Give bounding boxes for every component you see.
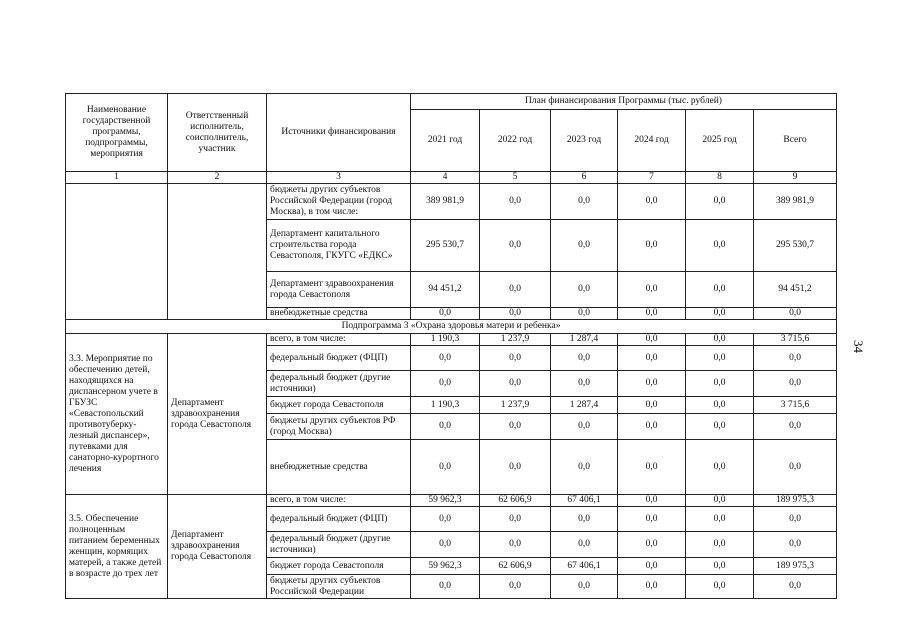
year-value-cell: 0,0 (686, 575, 754, 599)
total-value-cell: 0,0 (754, 346, 837, 371)
source-cell: Департамент капитального строительства города Севастополя, ГКУГС «ЕДКС» (267, 220, 411, 272)
year-value-cell: 0,0 (411, 507, 480, 532)
year-value-cell: 0,0 (551, 440, 618, 495)
total-value-cell: 189 975,3 (754, 495, 837, 507)
page-number: 34 (851, 340, 866, 353)
year-value-cell: 0,0 (480, 272, 551, 308)
year-value-cell: 0,0 (686, 414, 754, 440)
source-cell: бюджет города Севастополя (267, 558, 411, 575)
source-cell: бюджеты других субъектов РФ (город Москва) (267, 414, 411, 440)
year-value-cell: 0,0 (686, 558, 754, 575)
year-value-cell: 0,0 (618, 371, 686, 397)
year-value-cell: 1 190,3 (411, 334, 480, 346)
table-row (66, 495, 837, 507)
source-cell: федеральный бюджет (другие источники) (267, 371, 411, 397)
source-cell: Департамент здравоохранения города Севастополя (267, 272, 411, 308)
year-value-cell: 0,0 (551, 184, 618, 220)
year-value-cell: 0,0 (618, 558, 686, 575)
header-col-sources: Источники финансирования (267, 94, 411, 172)
measure-responsible-cell: Департамент здравоохранения города Севастополя (168, 334, 267, 495)
year-value-cell: 0,0 (411, 532, 480, 558)
total-value-cell: 0,0 (754, 308, 837, 320)
year-value-cell: 0,0 (411, 308, 480, 320)
source-cell: бюджеты других субъектов Российской Федерации (город Москва), в том числе: (267, 184, 411, 220)
year-value-cell: 295 530,7 (411, 220, 480, 272)
source-cell: бюджеты других субъектов Российской Федерации (267, 575, 411, 599)
financing-table (65, 93, 837, 599)
header-col-name: Наименование государственной программы, подпрограммы, мероприятия (66, 94, 168, 172)
total-value-cell: 0,0 (754, 414, 837, 440)
year-value-cell: 0,0 (686, 397, 754, 414)
year-value-cell: 0,0 (411, 440, 480, 495)
column-number: 2 (168, 172, 267, 184)
header-year: 2024 год (618, 110, 686, 172)
year-value-cell: 0,0 (480, 220, 551, 272)
year-value-cell: 0,0 (686, 495, 754, 507)
table-row (66, 334, 837, 346)
subprogram-title: Подпрограмма 3 «Охрана здоровья матери и ребенка» (66, 320, 837, 334)
year-value-cell: 67 406,1 (551, 558, 618, 575)
year-value-cell: 0,0 (411, 575, 480, 599)
year-value-cell: 0,0 (686, 532, 754, 558)
column-number: 9 (754, 172, 837, 184)
empty-responsible-cell (168, 184, 267, 320)
year-value-cell: 0,0 (686, 334, 754, 346)
year-value-cell: 0,0 (551, 308, 618, 320)
year-value-cell: 0,0 (480, 507, 551, 532)
year-value-cell: 0,0 (480, 575, 551, 599)
column-number: 7 (618, 172, 686, 184)
year-value-cell: 0,0 (618, 334, 686, 346)
year-value-cell: 0,0 (551, 220, 618, 272)
year-value-cell: 0,0 (686, 507, 754, 532)
year-value-cell: 59 962,3 (411, 558, 480, 575)
year-value-cell: 0,0 (618, 397, 686, 414)
year-value-cell: 0,0 (686, 440, 754, 495)
year-value-cell: 0,0 (686, 272, 754, 308)
total-value-cell: 3 715,6 (754, 334, 837, 346)
source-cell: федеральный бюджет (ФЦП) (267, 507, 411, 532)
year-value-cell: 0,0 (480, 346, 551, 371)
column-number: 4 (411, 172, 480, 184)
year-value-cell: 389 981,9 (411, 184, 480, 220)
total-value-cell: 94 451,2 (754, 272, 837, 308)
header-year: 2025 год (686, 110, 754, 172)
total-value-cell: 3 715,6 (754, 397, 837, 414)
measure-name-cell: 3.3. Мероприятие по обеспечению детей, находящихся на диспансерном учете в ГБУЗС «Севастопольский противотуберку-лезный диспансер», путевками для санаторно-курортного лечения (66, 334, 168, 495)
total-value-cell: 0,0 (754, 371, 837, 397)
year-value-cell: 62 606,9 (480, 558, 551, 575)
year-value-cell: 1 287,4 (551, 397, 618, 414)
year-value-cell: 1 237,9 (480, 397, 551, 414)
year-value-cell: 0,0 (551, 507, 618, 532)
year-value-cell: 0,0 (618, 414, 686, 440)
year-value-cell: 0,0 (480, 371, 551, 397)
column-number: 3 (267, 172, 411, 184)
subprogram-row (66, 320, 837, 334)
year-value-cell: 0,0 (411, 371, 480, 397)
year-value-cell: 67 406,1 (551, 495, 618, 507)
measure-responsible-cell: Департамент здравоохранения города Севастополя (168, 495, 267, 599)
year-value-cell: 0,0 (551, 575, 618, 599)
year-value-cell: 0,0 (618, 532, 686, 558)
total-value-cell: 295 530,7 (754, 220, 837, 272)
year-value-cell: 0,0 (480, 184, 551, 220)
source-cell: бюджет города Севастополя (267, 397, 411, 414)
total-value-cell: 0,0 (754, 575, 837, 599)
document-page (65, 93, 836, 599)
year-value-cell: 1 237,9 (480, 334, 551, 346)
year-value-cell: 0,0 (618, 507, 686, 532)
year-value-cell: 0,0 (618, 308, 686, 320)
column-number: 5 (480, 172, 551, 184)
year-value-cell: 0,0 (618, 346, 686, 371)
year-value-cell: 0,0 (686, 371, 754, 397)
header-year: 2023 год (551, 110, 618, 172)
year-value-cell: 0,0 (551, 272, 618, 308)
source-cell: всего, в том числе: (267, 334, 411, 346)
year-value-cell: 0,0 (551, 346, 618, 371)
header-col-responsible: Ответственный исполнитель, соисполнитель, участник (168, 94, 267, 172)
source-cell: всего, в том числе: (267, 495, 411, 507)
year-value-cell: 0,0 (618, 440, 686, 495)
year-value-cell: 0,0 (411, 414, 480, 440)
year-value-cell: 1 287,4 (551, 334, 618, 346)
year-value-cell: 0,0 (686, 184, 754, 220)
source-cell: федеральный бюджет (другие источники) (267, 532, 411, 558)
year-value-cell: 62 606,9 (480, 495, 551, 507)
empty-name-cell (66, 184, 168, 320)
source-cell: внебюджетные средства (267, 440, 411, 495)
year-value-cell: 0,0 (480, 308, 551, 320)
total-value-cell: 389 981,9 (754, 184, 837, 220)
year-value-cell: 0,0 (480, 532, 551, 558)
year-value-cell: 0,0 (618, 220, 686, 272)
year-value-cell: 0,0 (551, 371, 618, 397)
year-value-cell: 0,0 (686, 346, 754, 371)
year-value-cell: 0,0 (618, 272, 686, 308)
total-value-cell: 0,0 (754, 440, 837, 495)
column-number: 1 (66, 172, 168, 184)
measure-name-cell: 3.5. Обеспечение полноценным питанием беременных женщин, кормящих матерей, а также детей в возрасте до трех лет (66, 495, 168, 599)
header-year: 2021 год (411, 110, 480, 172)
header-plan-title: План финансирования Программы (тыс. рублей) (411, 94, 837, 110)
table-row (66, 184, 837, 220)
column-number: 6 (551, 172, 618, 184)
year-value-cell: 59 962,3 (411, 495, 480, 507)
source-cell: внебюджетные средства (267, 308, 411, 320)
header-total: Всего (754, 110, 837, 172)
year-value-cell: 0,0 (618, 184, 686, 220)
year-value-cell: 1 190,3 (411, 397, 480, 414)
year-value-cell: 0,0 (618, 575, 686, 599)
year-value-cell: 94 451,2 (411, 272, 480, 308)
year-value-cell: 0,0 (551, 532, 618, 558)
year-value-cell: 0,0 (686, 220, 754, 272)
total-value-cell: 0,0 (754, 507, 837, 532)
total-value-cell: 189 975,3 (754, 558, 837, 575)
source-cell: федеральный бюджет (ФЦП) (267, 346, 411, 371)
total-value-cell: 0,0 (754, 532, 837, 558)
year-value-cell: 0,0 (480, 414, 551, 440)
year-value-cell: 0,0 (411, 346, 480, 371)
column-number: 8 (686, 172, 754, 184)
year-value-cell: 0,0 (618, 495, 686, 507)
year-value-cell: 0,0 (480, 440, 551, 495)
header-year: 2022 год (480, 110, 551, 172)
year-value-cell: 0,0 (551, 414, 618, 440)
year-value-cell: 0,0 (686, 308, 754, 320)
